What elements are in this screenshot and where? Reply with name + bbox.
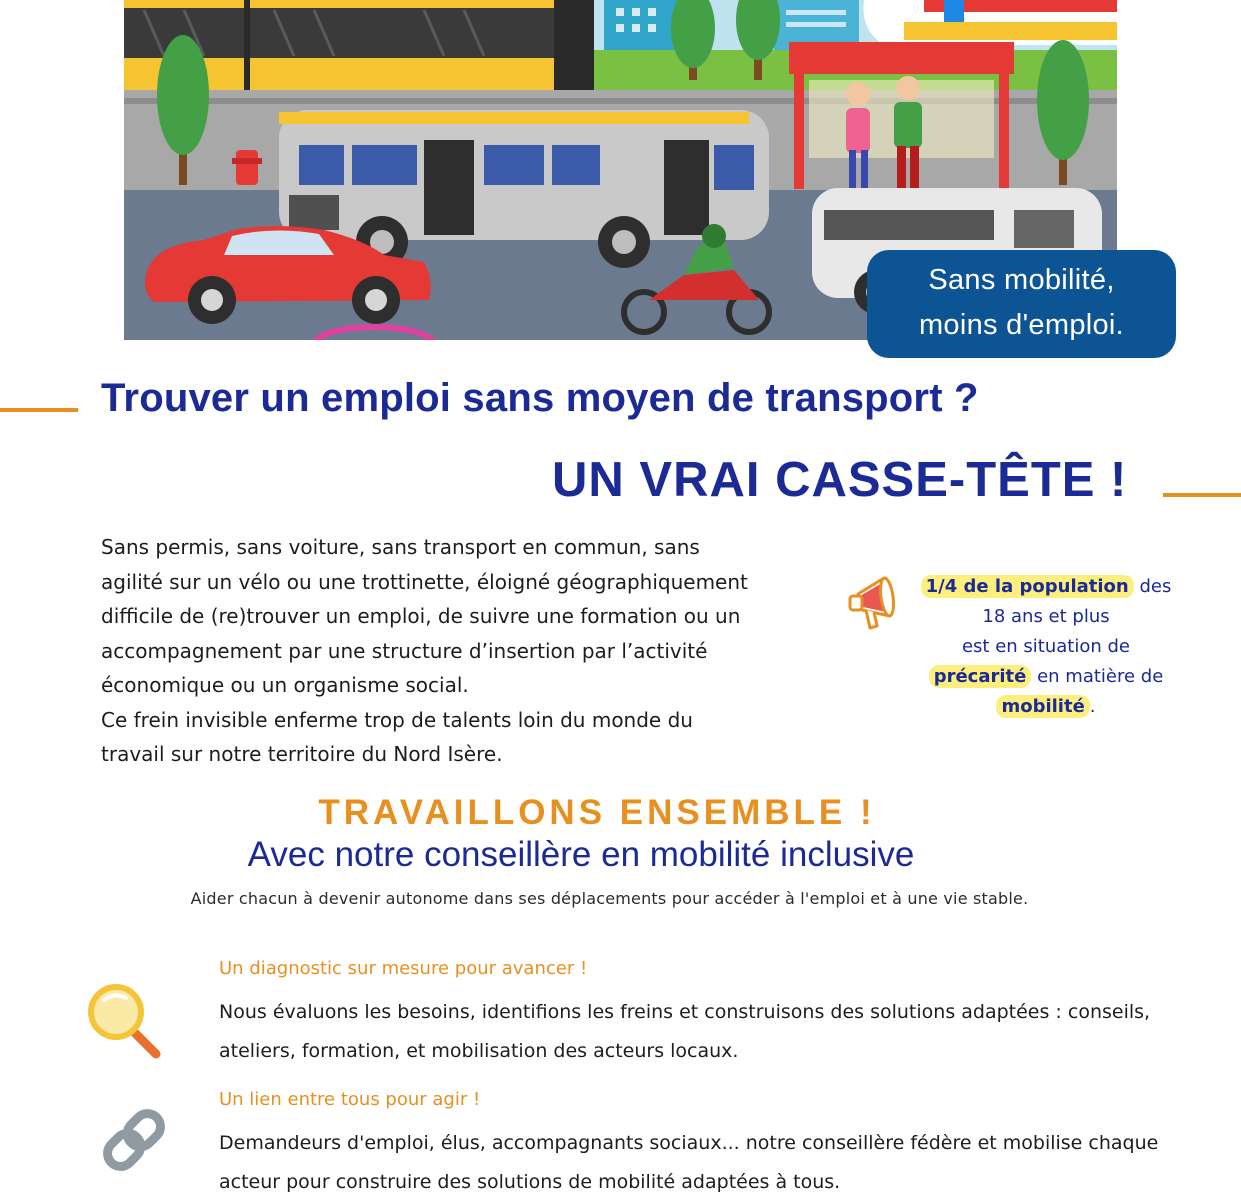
feature-description-line: Demandeurs d'emploi, élus, accompagnants sociaux... notre conseillère fédère et mobilise chaque (219, 1132, 1159, 1154)
intro-line: économique ou un organisme social. (101, 673, 469, 697)
feature-description-line: Nous évaluons les besoins, identifions les freins et construisons des solutions adaptées : conseils, (219, 1001, 1151, 1023)
stat-line-1 (905, 572, 1187, 602)
stat-line-5 (905, 692, 1187, 722)
tagline-line-2: moins d'emploi. (918, 309, 1125, 341)
tagline-line-1: Sans mobilité, (928, 264, 1115, 296)
tagline-badge (867, 250, 1176, 358)
stat-text: en matière de (1031, 666, 1164, 687)
section-lead: Aider chacun à devenir autonome dans ses déplacements pour accéder à l'emploi et à une vie stable. (190, 889, 1029, 908)
stat-highlight-precarite: précarité (929, 665, 1032, 688)
intro-line: agilité sur un vélo ou une trottinette, éloigné géographiquement (101, 569, 748, 594)
feature-diagnostic (219, 957, 1199, 1071)
feature-description-line: ateliers, formation, et mobilisation des acteurs locaux. (219, 1040, 739, 1062)
page-subtitle: UN VRAI CASSE-TÊTE ! (552, 453, 1128, 507)
feature-title: Un diagnostic sur mesure pour avancer ! (219, 958, 588, 979)
intro-line: accompagnement par une structure d’insertion par l’activité (101, 638, 708, 663)
section-kicker: TRAVAILLONS ENSEMBLE ! (318, 793, 876, 832)
stat-line-2: 18 ans et plus (982, 606, 1110, 627)
page-title: Trouver un emploi sans moyen de transport ? (101, 376, 979, 420)
stat-highlight-population: 1/4 de la population (921, 575, 1134, 598)
feature-title: Un lien entre tous pour agir ! (219, 1089, 481, 1110)
stat-line-4 (905, 662, 1187, 692)
stat-callout (905, 572, 1187, 722)
right-accent-rule (1163, 493, 1241, 497)
intro-line: Sans permis, sans voiture, sans transport en commun, sans (101, 535, 700, 559)
chain-link-icon (96, 1103, 172, 1177)
section-title: Avec notre conseillère en mobilité inclusive (247, 835, 915, 874)
feature-network (219, 1088, 1199, 1200)
left-accent-rule (0, 408, 78, 412)
intro-line: difficile de (re)trouver un emploi, de suivre une formation ou un (101, 604, 741, 628)
magnifier-icon (84, 980, 162, 1060)
stat-line-3: est en situation de (961, 636, 1130, 657)
stat-text: des (1133, 576, 1172, 597)
megaphone-icon (846, 570, 906, 634)
intro-paragraph (101, 530, 821, 772)
stat-text: . (1089, 696, 1096, 717)
intro-line: travail sur notre territoire du Nord Isère. (101, 742, 503, 766)
intro-line: Ce frein invisible enferme trop de talents loin du monde du (101, 707, 693, 732)
stat-highlight-mobilite: mobilité (996, 695, 1089, 718)
feature-description-line: acteur pour construire des solutions de mobilité adaptées à tous. (219, 1171, 841, 1193)
